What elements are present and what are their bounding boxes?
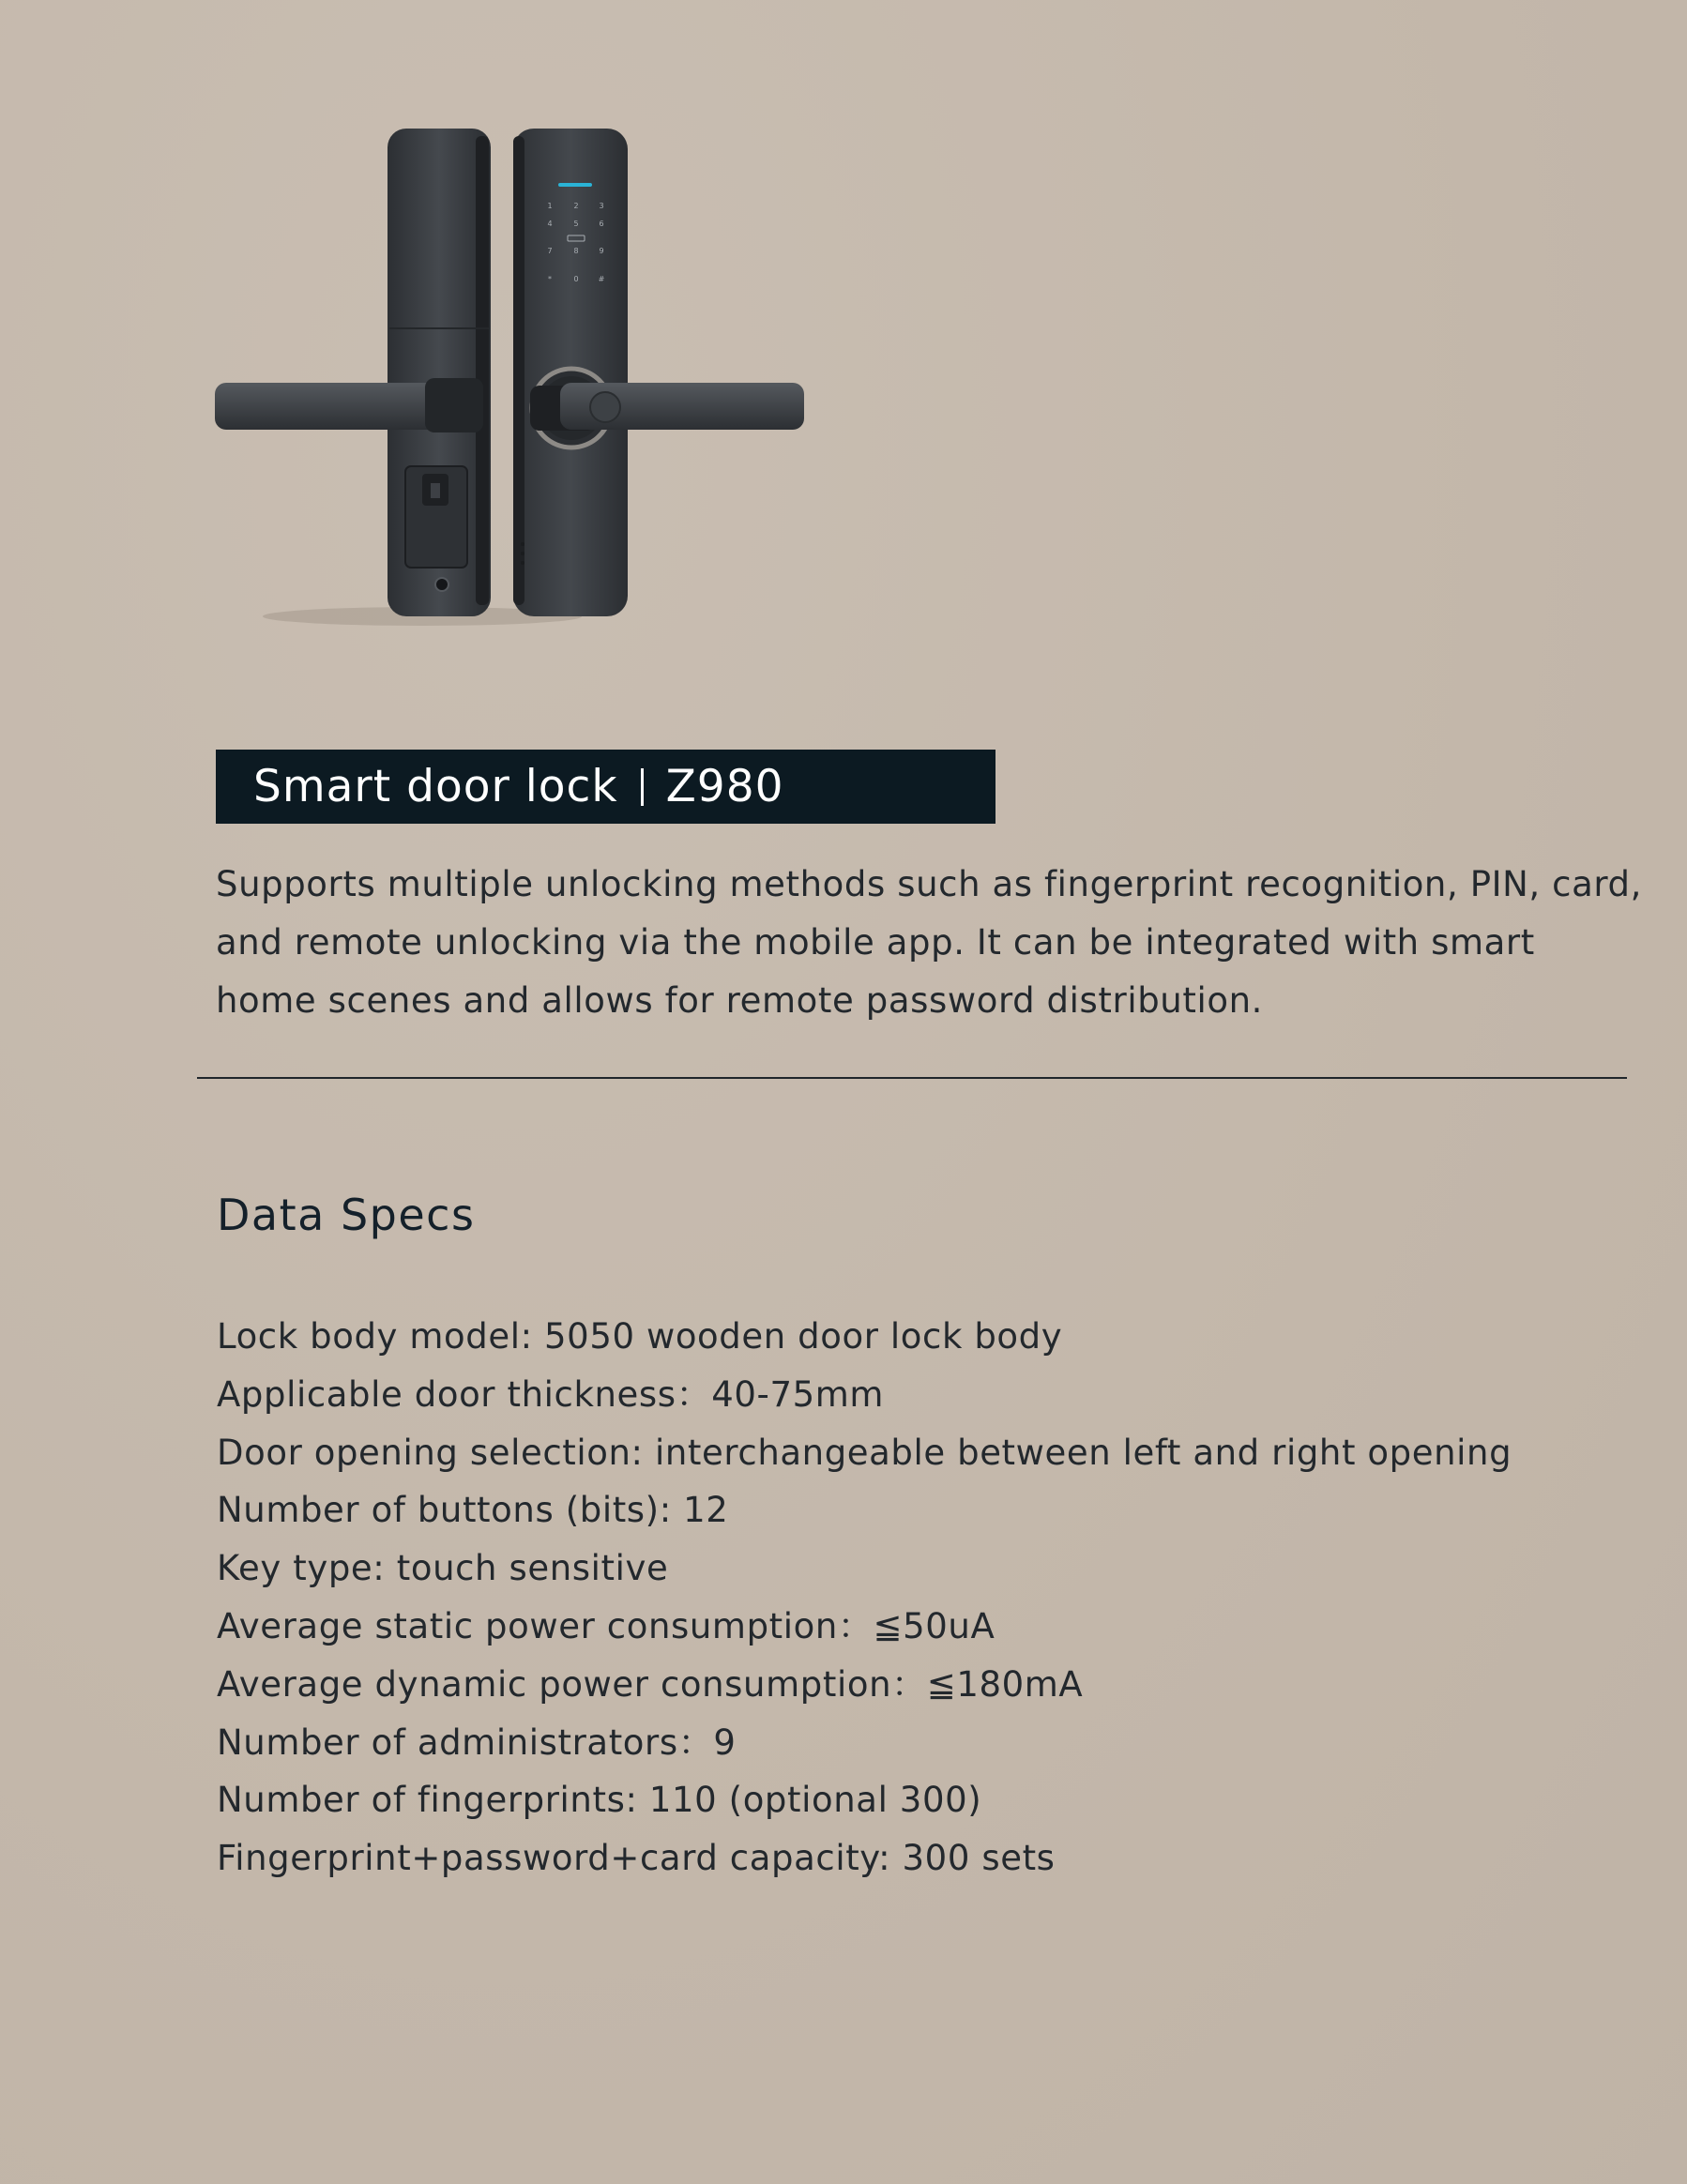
specs-list (217, 1308, 1512, 1888)
title-separator (641, 768, 644, 806)
product-name: Smart door lock (253, 761, 618, 812)
product-description: Supports multiple unlocking methods such as fingerprint recognition, PIN, card, and remote unlocking via the mobile app. It can be integrated with smart home scenes and allows for remote password distribution. (216, 864, 1642, 1021)
spec-item: Number of buttons (bits): 12 (217, 1490, 729, 1531)
product-model: Z980 (665, 761, 784, 812)
keypad-key: 5 (573, 220, 579, 228)
keypad-key: 8 (573, 247, 579, 255)
keypad-key: 6 (599, 220, 604, 228)
keypad-key: 1 (547, 202, 553, 210)
keypad-key: 0 (573, 275, 579, 283)
product-image (211, 117, 821, 633)
inner-lock-panel (388, 129, 491, 616)
spec-item: Applicable door thickness：40-75mm (217, 1373, 885, 1415)
spec-item: Lock body model: 5050 wooden door lock body (217, 1316, 1063, 1357)
specs-heading: Data Specs (217, 1190, 476, 1240)
keypad-key: 2 (573, 202, 579, 210)
door-lock-illustration (211, 117, 821, 633)
inner-handle (215, 378, 483, 432)
keypad-key: * (548, 275, 552, 283)
spec-item: Average static power consumption：≦50uA (217, 1605, 995, 1646)
keypad-key: # (598, 275, 605, 283)
spec-item: Fingerprint+password+card capacity: 300 sets (217, 1838, 1056, 1879)
spec-item: Door opening selection: interchangeable between left and right opening (217, 1432, 1512, 1473)
section-divider (197, 1077, 1627, 1079)
outer-lock-panel (513, 129, 628, 616)
keypad-key: 9 (599, 247, 604, 255)
spec-item: Number of fingerprints: 110 (optional 300) (217, 1780, 982, 1821)
spec-item: Key type: touch sensitive (217, 1548, 669, 1589)
spec-item: Average dynamic power consumption：≦180mA (217, 1663, 1084, 1705)
keypad-key: 3 (599, 202, 604, 210)
keypad-key: 7 (547, 247, 553, 255)
keypad-key: 4 (547, 220, 553, 228)
spec-item: Number of administrators：9 (217, 1721, 737, 1763)
outer-handle (530, 383, 804, 431)
product-title-bar (216, 750, 995, 824)
